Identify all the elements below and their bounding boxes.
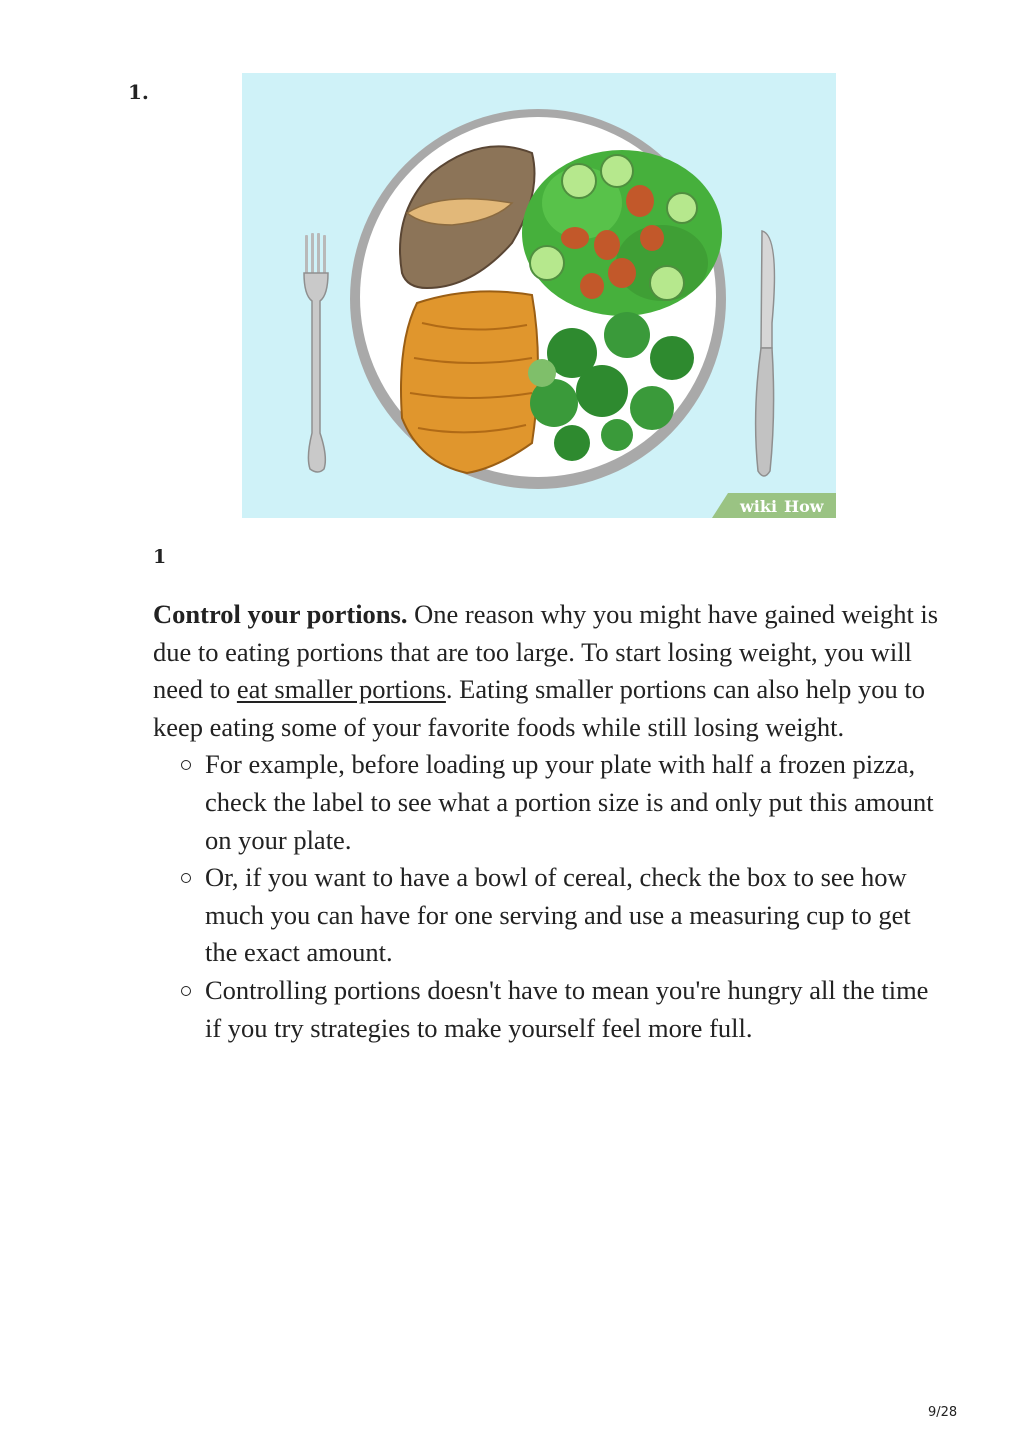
tip-item: Or, if you want to have a bowl of cereal, check the box to see how much you can have for one serving and use a measuring cup to get the exact amount. [205,859,943,972]
step-body [153,596,943,1047]
tip-item: Controlling portions doesn't have to mean you're hungry all the time if you try strategies to make yourself feel more full. [205,972,943,1047]
step-paragraph [153,596,943,746]
salmon-fillet [401,291,538,473]
svg-text:How: How [784,497,824,516]
wikihow-watermark [712,493,836,518]
step-text-before-link: One reason why you might have gained weight is due to eating portions that are too large. To start losing weight, you will need to [153,599,939,705]
step-number: 1 [153,546,167,568]
step-title: Control your portions. [153,599,408,629]
plate-illustration [242,73,836,518]
eat-smaller-portions-link[interactable]: eat smaller portions [236,674,446,705]
salad [522,150,722,316]
svg-text:wiki: wiki [740,497,778,516]
step-text-after-link: . Eating smaller portions can also help you to keep eating some of your favorite foods while still losing weight. [153,674,925,742]
tip-item: For example, before loading up your plate with half a frozen pizza, check the label to see what a portion size is and only put this amount on your plate. [205,746,943,859]
list-number: 1. [128,80,149,104]
tips-list [153,746,943,1047]
page-counter: 9/28 [928,1405,958,1420]
